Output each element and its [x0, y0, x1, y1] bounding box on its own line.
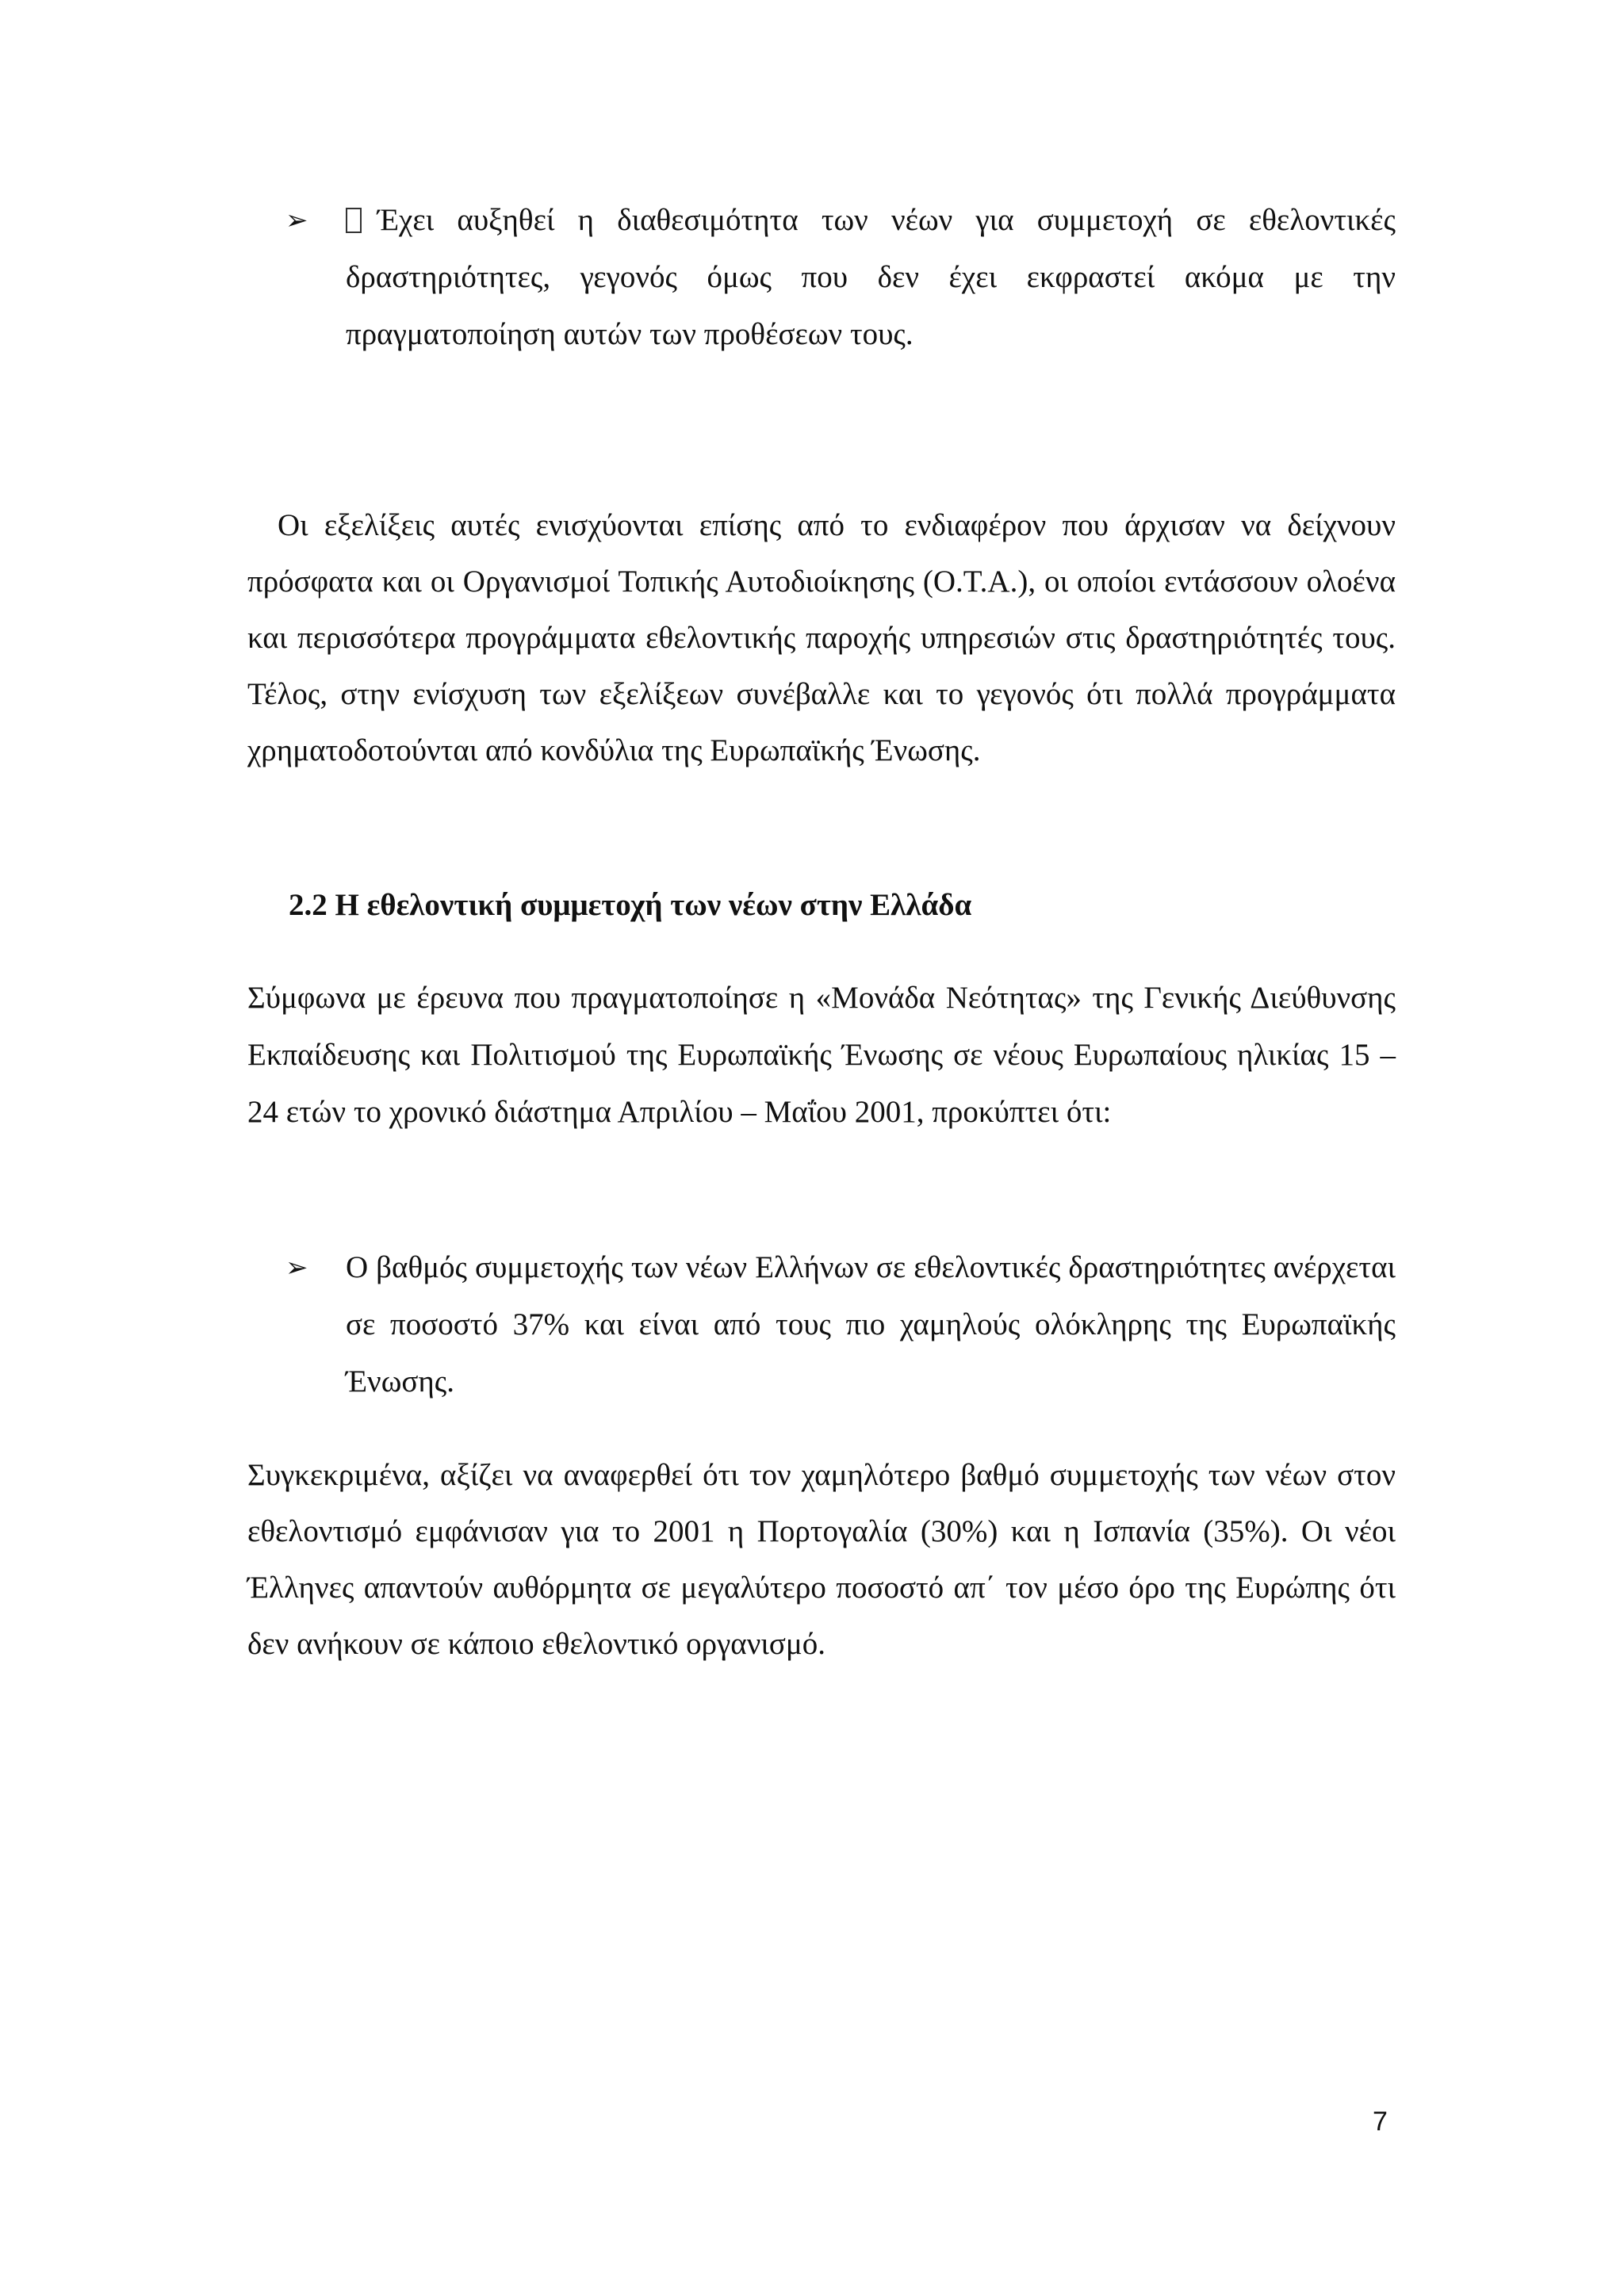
section-heading: 2.2 Η εθελοντική συμμετοχή των νέων στην Ελλάδα: [289, 888, 972, 922]
paragraph-specifically: Συγκεκριμένα, αξίζει να αναφερθεί ότι τον χαμηλότερο βαθμό συμμετοχής των νέων στον εθελοντισμό εμφάνισαν για το 2001 η Πορτογαλία (30%) και η Ισπανία (35%). Οι νέοι Έλληνες απαντούν αυθόρμητα σε μεγαλύτερο ποσοστό απ΄ τον μέσο όρο της Ευρώπης ότι δεν ανήκουν σε κάποιο εθελοντικό οργανισμό.: [247, 1458, 1396, 1661]
bullet-text: Ο βαθμός συμμετοχής των νέων Ελλήνων σε εθελοντικές δραστηριότητες ανέρχεται σε ποσοστό 37% και είναι από τους πιο χαμηλούς ολόκληρης της Ευρωπαϊκής Ένωσης.: [346, 1250, 1396, 1399]
missing-glyph-icon: [346, 208, 362, 233]
arrow-bullet-icon: ➢: [285, 205, 308, 236]
paragraph-survey: Σύμφωνα με έρευνα που πραγματοποίησε η «Μονάδα Νεότητας» της Γενικής Διεύθυνσης Εκπαίδευσης και Πολιτισμού της Ευρωπαϊκής Ένωσης σε νέους Ευρωπαίους ηλικίας 15 – 24 ετών το χρονικό διάστημα Απριλίου – Μαΐου 2001, προκύπτει ότι:: [247, 981, 1396, 1129]
page-number: 7: [1373, 2107, 1388, 2137]
bullet-item-availability: [285, 192, 1396, 363]
paragraph-developments: Οι εξελίξεις αυτές ενισχύονται επίσης από το ενδιαφέρον που άρχισαν να δείχνουν πρόσφατα και οι Οργανισμοί Τοπικής Αυτοδιοίκησης (Ο.Τ.Α.), οι οποίοι εντάσσουν ολοένα και περισσότερα προγράμματα εθελοντικής παροχής υπηρεσιών στις δραστηριότητές τους. Τέλος, στην ενίσχυση των εξελίξεων συνέβαλλε και το γεγονός ότι πολλά προγράμματα χρηματοδοτούνται από κονδύλια της Ευρωπαϊκής Ένωσης.: [247, 508, 1396, 767]
bullet-item-participation: [285, 1239, 1396, 1410]
arrow-bullet-icon: ➢: [285, 1252, 308, 1284]
bullet-text: Έχει αυξηθεί η διαθεσιμότητα των νέων για συμμετοχή σε εθελοντικές δραστηριότητες, γεγονός όμως που δεν έχει εκφραστεί ακόμα με την πραγματοποίηση αυτών των προθέσεων τους.: [346, 203, 1396, 351]
